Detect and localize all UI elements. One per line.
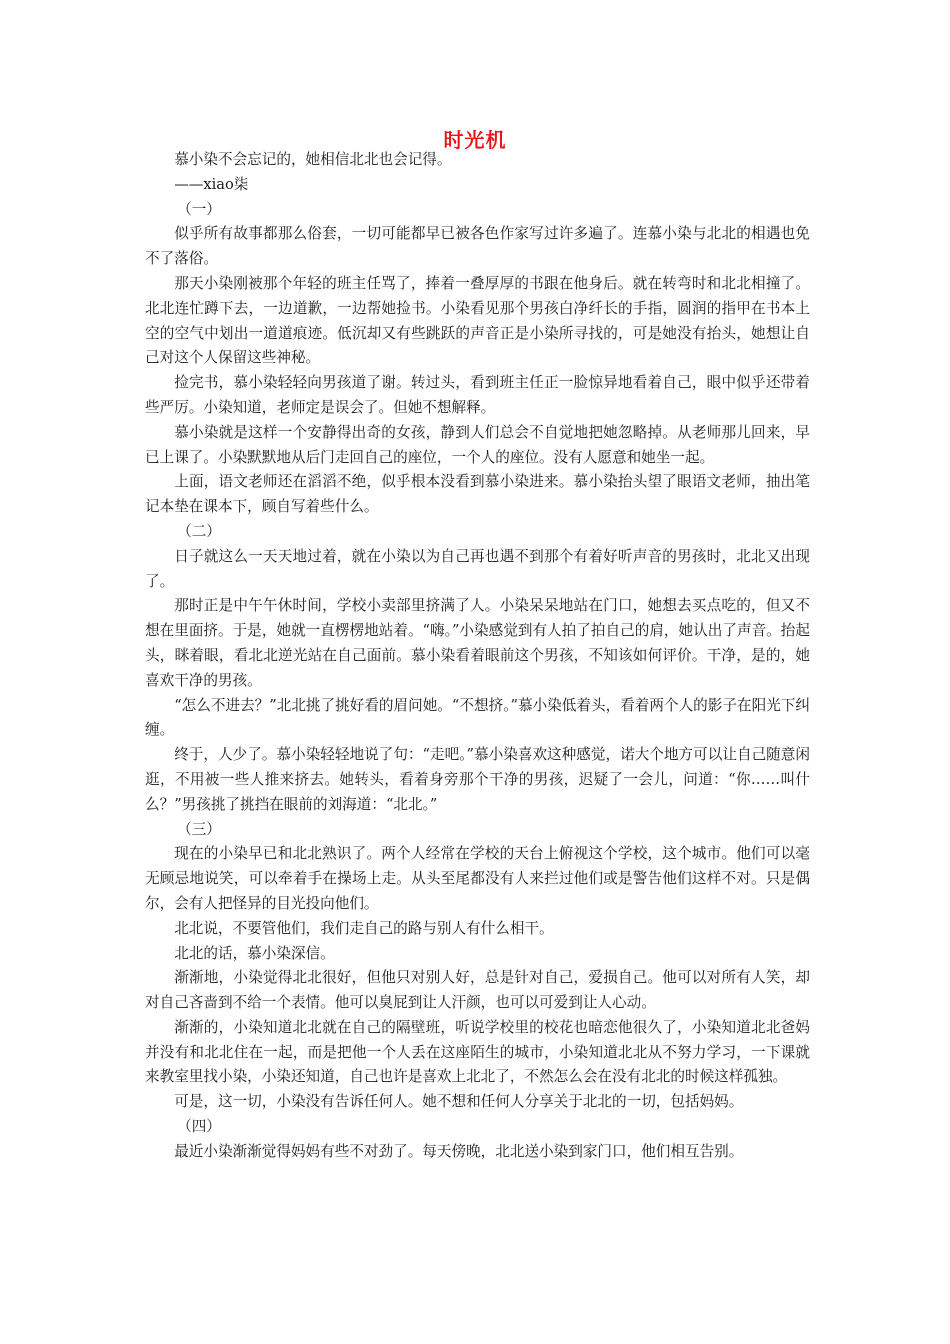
paragraph: ——xiao柒	[174, 175, 249, 193]
paragraph: 渐渐的，小染知道北北就在自己的隔壁班，听说学校里的校花也暗恋他很久了，小染知道北北爸妈并没有和北北住在一起，而是把他一个人丢在这座陌生的城市，小染知道北北从不努力学习，一下课就来教室里找小染，小染还知道，自己也许是喜欢上北北了，不然怎么会在没有北北的时候这样孤独。	[145, 1018, 810, 1086]
section-heading: （三）	[177, 820, 221, 838]
document-title: 时光机	[443, 128, 507, 152]
paragraph: 渐渐地，小染觉得北北很好，但他只对别人好，总是针对自己，爱损自己。他可以对所有人笑，却对自己吝啬到不给一个表情。他可以臭屁到让人汗颜，也可以可爱到让人心动。	[145, 969, 810, 1012]
paragraph: 可是，这一切，小染没有告诉任何人。她不想和任何人分享关于北北的一切，包括妈妈。	[174, 1093, 744, 1111]
paragraph: 上面，语文老师还在滔滔不绝，似乎根本没看到慕小染进来。慕小染抬头望了眼语文老师，抽出笔记本垫在课本下，顾自写着些什么。	[145, 473, 810, 516]
document-body	[145, 148, 810, 1165]
paragraph: “怎么不进去？”北北挑了挑好看的眉问她。“不想挤。”慕小染低着头，看着两个人的影子在阳光下纠缠。	[145, 696, 810, 739]
paragraph: 最近小染渐渐觉得妈妈有些不对劲了。每天傍晚，北北送小染到家门口，他们相互告别。	[174, 1142, 744, 1160]
paragraph: 慕小染就是这样一个安静得出奇的女孩，静到人们总会不自觉地把她忽略掉。从老师那儿回来，早已上课了。小染默默地从后门走回自己的座位，一个人的座位。没有人愿意和她坐一起。	[145, 423, 810, 466]
paragraph: 终于，人少了。慕小染轻轻地说了句：“走吧。”慕小染喜欢这种感觉，诺大个地方可以让自己随意闲逛，不用被一些人推来挤去。她转头，看着身旁那个干净的男孩，迟疑了一会儿，问道：“你……叫什么？”男孩挑了挑挡在眼前的刘海道：“北北。”	[145, 746, 810, 813]
section-heading: （二）	[177, 522, 221, 540]
paragraph: 现在的小染早已和北北熟识了。两个人经常在学校的天台上俯视这个学校，这个城市。他们可以毫无顾忌地说笑，可以牵着手在操场上走。从头至尾都没有人来拦过他们或是警告他们这样不对。只是偶尔，会有人把怪异的目光投向他们。	[145, 845, 810, 912]
section-heading: （一）	[177, 200, 221, 218]
paragraph: 北北的话，慕小染深信。	[174, 944, 335, 962]
paragraph: 日子就这么一天天地过着，就在小染以为自己再也遇不到那个有着好听声音的男孩时，北北又出现了。	[145, 547, 810, 590]
paragraph: 似乎所有故事都那么俗套，一切可能都早已被各色作家写过许多遍了。连慕小染与北北的相遇也免不了落俗。	[145, 225, 810, 268]
paragraph: 那时正是中午午休时间，学校小卖部里挤满了人。小染呆呆地站在门口，她想去买点吃的，但又不想在里面挤。于是，她就一直楞楞地站着。“嗨。”小染感觉到有人拍了拍自己的肩，她认出了声音。抬起头，眯着眼，看北北逆光站在自己面前。慕小染看着眼前这个男孩，不知该如何评价。干净，是的，她喜欢干净的男孩。	[145, 597, 810, 689]
paragraph: 那天小染刚被那个年轻的班主任骂了，捧着一叠厚厚的书跟在他身后。就在转弯时和北北相撞了。北北连忙蹲下去，一边道歉，一边帮她捡书。小染看见那个男孩白净纤长的手指，圆润的指甲在书本上空的空气中划出一道道痕迹。低沉却又有些跳跃的声音正是小染所寻找的，可是她没有抬头，她想让自己对这个人保留这些神秘。	[145, 274, 810, 367]
paragraph: 慕小染不会忘记的，她相信北北也会记得。	[174, 151, 452, 168]
paragraph: 北北说，不要管他们，我们走自己的路与别人有什么相干。	[174, 919, 554, 937]
paragraph: 捡完书，慕小染轻轻向男孩道了谢。转过头，看到班主任正一脸惊异地看着自己，眼中似乎还带着些严厉。小染知道，老师定是误会了。但她不想解释。	[145, 374, 810, 416]
section-heading: （四）	[177, 1118, 221, 1136]
